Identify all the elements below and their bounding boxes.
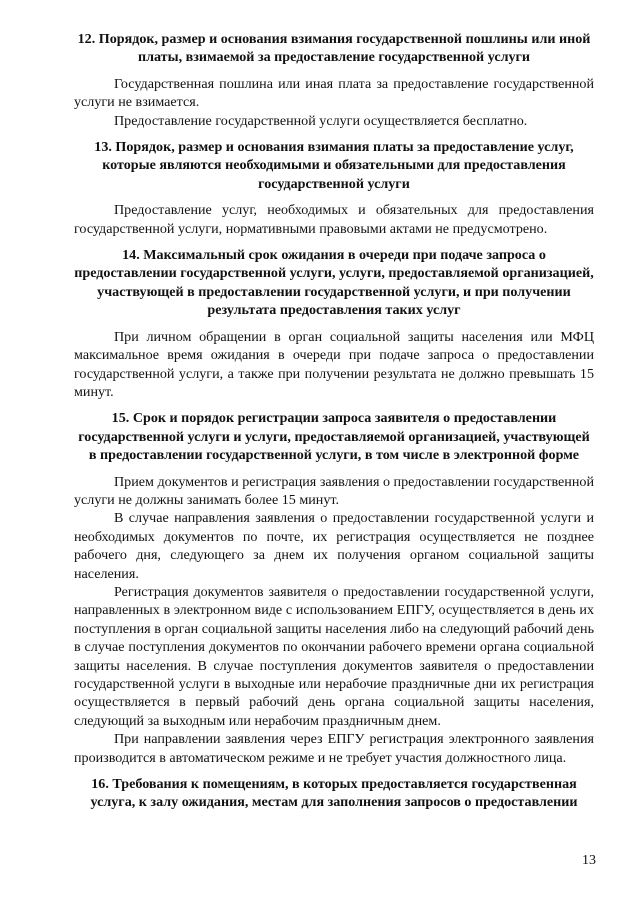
- section-15: [74, 409, 594, 767]
- section-14: [74, 246, 594, 401]
- paragraph: Предоставление услуг, необходимых и обязательных для предоставления государственной услуги, нормативными правовыми актами не предусмотрено.: [74, 202, 594, 237]
- section-16: [74, 775, 594, 812]
- paragraph: Прием документов и регистрация заявления о предоставлении государственной услуги не должны занимать более 15 минут.: [74, 473, 594, 508]
- paragraph: При личном обращении в орган социальной защиты населения или МФЦ максимальное время ожидания в очереди при подаче запроса о предоставлении государственной услуги, а также при получении результата не должно превышать 15 минут.: [74, 328, 594, 400]
- paragraph: Государственная пошлина или иная плата за предоставление государственной услуги не взимается.: [74, 75, 594, 111]
- page-number: 13: [582, 853, 596, 868]
- section-heading: 12. Порядок, размер и основания взимания государственной пошлины или иной платы, взимаемой за предоставление государственной услуги: [77, 31, 591, 66]
- section-12: [74, 30, 594, 130]
- paragraph: Регистрация документов заявителя о предоставлении государственной услуги, направленных в электронном виде с использованием ЕПГУ, осуществляется в день их поступления в орган социальной защиты населения либо на следующий рабочий день в случае поступления документов по окончании рабочего времени органа социальной защиты населения. В случае поступления документов заявителя о предоставлении государственной услуги в выходные или нерабочие праздничные дни их регистрация осуществляется в первый рабочий день органа социальной защиты населения, следующий за выходным или нерабочим праздничным днем.: [74, 583, 594, 729]
- section-heading: 14. Максимальный срок ожидания в очереди при подаче запроса о предоставлении государственной услуги, услуги, предоставляемой организацией, участвующей в предоставлении государственной услуги, и при получении результата предоставления таких услуг: [74, 247, 594, 319]
- section-heading: 13. Порядок, размер и основания взимания платы за предоставление услуг, которые являются необходимыми и обязательными для предоставления государственной услуги: [94, 139, 574, 192]
- paragraph: В случае направления заявления о предоставлении государственной услуги и необходимых документов по почте, их регистрация осуществляется не позднее рабочего дня, следующего за днем их получения органом социальной защиты населения.: [74, 510, 594, 582]
- section-heading: 15. Срок и порядок регистрации запроса заявителя о предоставлении государственной услуги и услуги, предоставляемой организацией, участвующей в предоставлении государственной услуги, в том числе в электронной форме: [78, 410, 590, 464]
- section-heading: 16. Требования к помещениям, в которых предоставляется государственная услуга, к залу ожидания, местам для заполнения запросов о предоставлении: [90, 776, 578, 811]
- paragraph: При направлении заявления через ЕПГУ регистрация электронного заявления производится в автоматическом режиме и не требует участия должностного лица.: [74, 731, 594, 766]
- section-13: [74, 138, 594, 238]
- paragraph: Предоставление государственной услуги осуществляется бесплатно.: [114, 112, 528, 129]
- page-content: [74, 30, 594, 820]
